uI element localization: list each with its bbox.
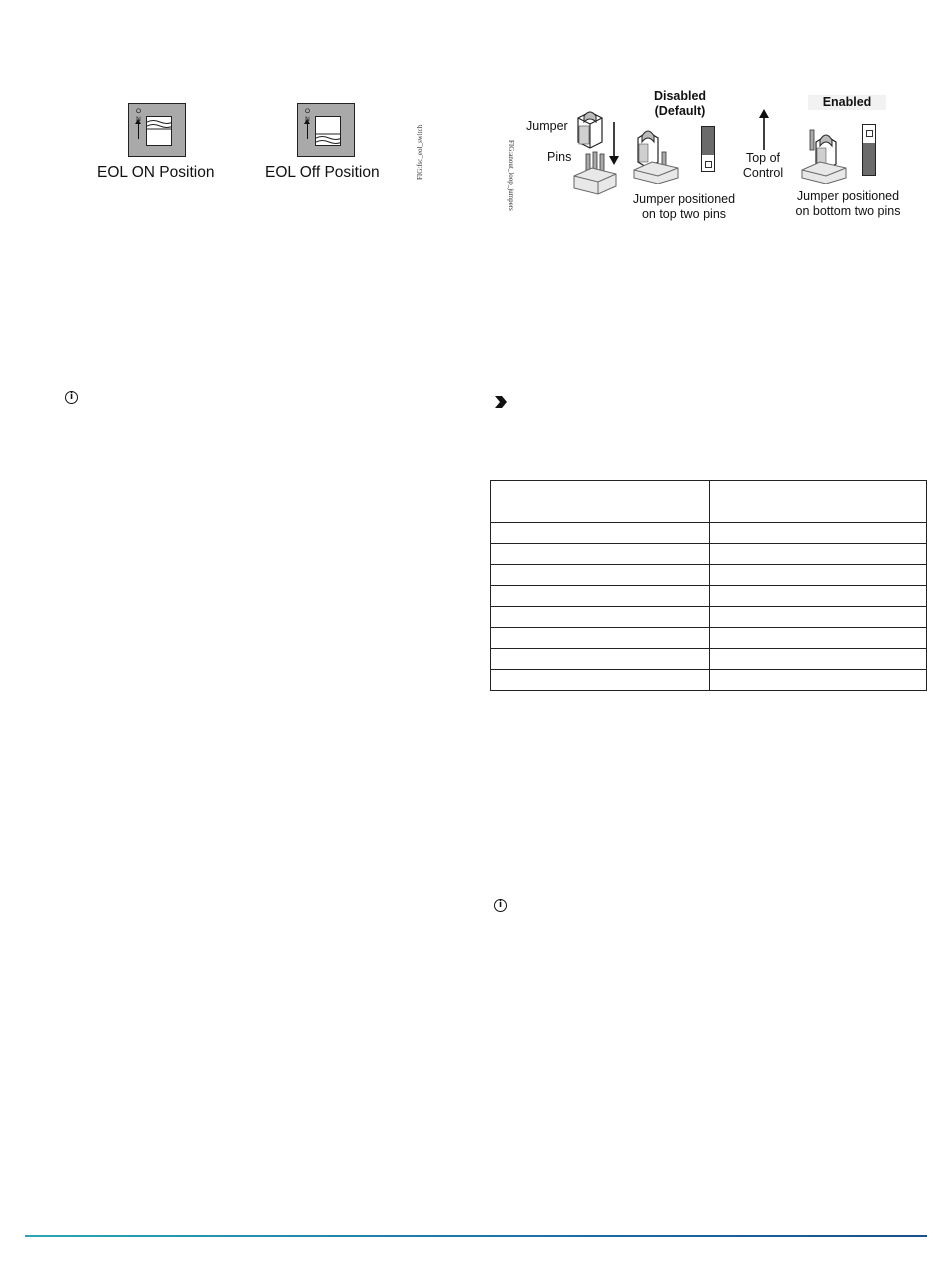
table-row bbox=[491, 670, 927, 691]
table-row bbox=[491, 649, 927, 670]
jumper-label: Jumper bbox=[526, 119, 568, 133]
pin-square bbox=[866, 130, 873, 137]
switch-on-label: O bbox=[135, 108, 142, 115]
table-row bbox=[491, 607, 927, 628]
switch-lever-up-icon bbox=[147, 117, 172, 146]
eol-on-switch bbox=[128, 103, 186, 157]
jumper-block-bottom bbox=[863, 143, 875, 175]
eol-off-caption: EOL Off Position bbox=[265, 164, 380, 181]
table-row bbox=[491, 523, 927, 544]
eol-off-switch bbox=[297, 103, 355, 157]
arrow-up-icon bbox=[307, 123, 308, 139]
table-row bbox=[491, 544, 927, 565]
pin-square bbox=[705, 161, 712, 168]
table-header-cell bbox=[710, 481, 927, 523]
data-table bbox=[490, 480, 927, 691]
info-icon: i bbox=[65, 391, 78, 404]
table-header-cell bbox=[491, 481, 710, 523]
figure-tag: FIG:fsc_eol_switch bbox=[416, 124, 424, 180]
table-row bbox=[491, 565, 927, 586]
table-row bbox=[491, 628, 927, 649]
jumper-block-top bbox=[702, 127, 714, 155]
footer-rule bbox=[25, 1235, 927, 1237]
pins-label: Pins bbox=[547, 150, 572, 164]
jumper-bottom-pins-illustration bbox=[796, 124, 852, 184]
arrow-up-icon bbox=[138, 123, 139, 139]
enabled-caption: Jumper positioned on bottom two pins bbox=[795, 189, 901, 218]
top-of-control-label: Top of Control bbox=[742, 151, 784, 180]
disabled-caption: Jumper positioned on top two pins bbox=[632, 192, 736, 221]
figure-tag: FIG:anout_loop_jumpers bbox=[507, 140, 515, 211]
enabled-title: Enabled bbox=[808, 95, 886, 110]
table-header-row bbox=[491, 481, 927, 523]
switch-on-label: O bbox=[304, 108, 311, 115]
disabled-title: Disabled (Default) bbox=[653, 89, 707, 118]
enabled-schematic bbox=[862, 124, 876, 176]
chevron-right-icon bbox=[494, 395, 508, 409]
disabled-schematic bbox=[701, 126, 715, 172]
table-row bbox=[491, 586, 927, 607]
info-icon: i bbox=[494, 899, 507, 912]
switch-slot bbox=[146, 116, 172, 146]
switch-lever-down-icon bbox=[316, 117, 341, 146]
arrow-up-icon bbox=[758, 108, 770, 150]
eol-on-caption: EOL ON Position bbox=[97, 164, 215, 181]
jumper-top-pins-illustration bbox=[628, 122, 684, 184]
switch-slot bbox=[315, 116, 341, 146]
arrow-down-icon bbox=[608, 122, 620, 166]
